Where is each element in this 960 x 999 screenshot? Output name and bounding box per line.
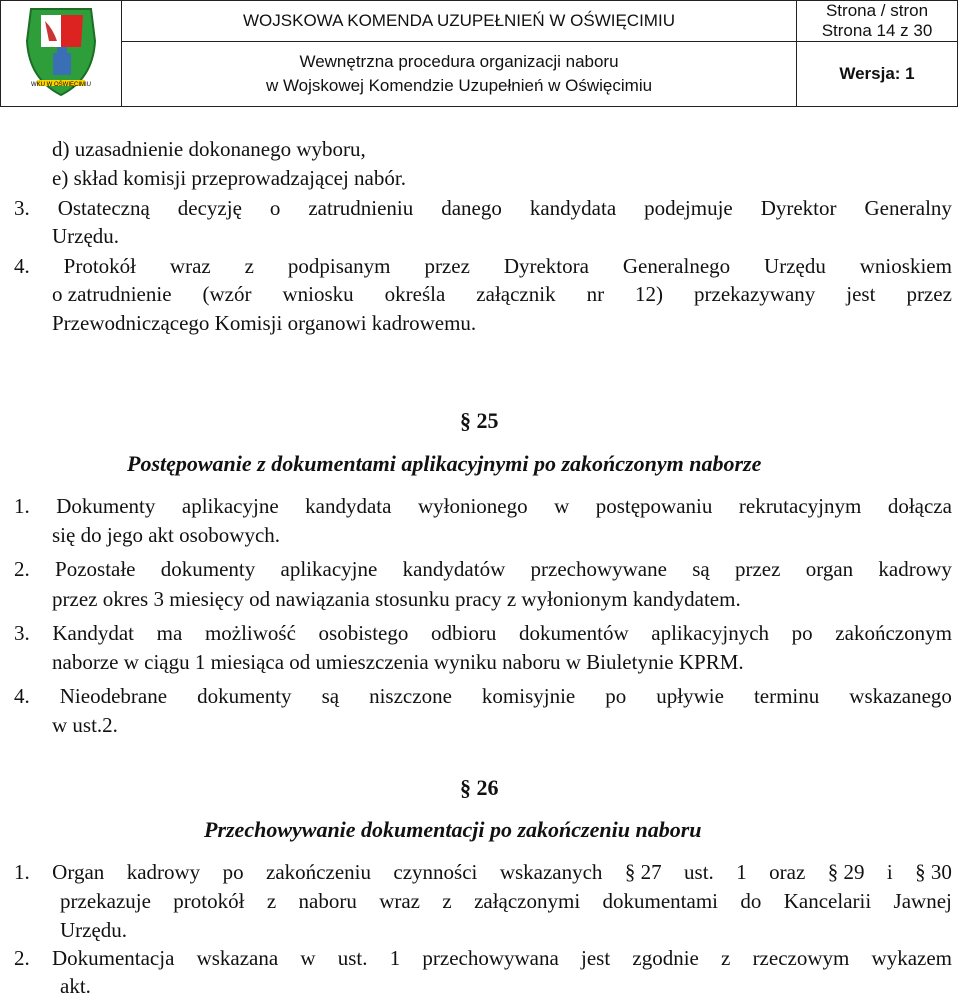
word: 3.	[14, 196, 30, 220]
word: przez	[424, 254, 470, 278]
page-label: Strona / stron	[825, 1, 929, 20]
word: nr	[586, 282, 605, 306]
word: Dokumentacja	[51, 946, 175, 970]
word: podpisanym	[287, 254, 391, 278]
word: o zatrudnienie	[52, 282, 172, 306]
word: 1.	[14, 860, 30, 884]
word: Dyrektor	[760, 196, 837, 220]
procedure-cell	[122, 42, 797, 107]
word: terminu	[753, 684, 820, 708]
word: załącznik	[476, 282, 556, 306]
s25-item2-line2: przez okres 3 miesięcy od nawiązania stosunku pracy z wyłonionym kandydatem.	[52, 587, 741, 611]
word: Ostateczną	[57, 196, 150, 220]
s26-item1-line3: Urzędu.	[60, 918, 128, 942]
word: Urzędu	[764, 254, 826, 278]
word: danego	[441, 196, 502, 220]
word: zatrudnieniu	[308, 196, 414, 220]
s25-item3-line2: naborze w ciągu 1 miesiąca od umieszczenia wyniku naboru w Biuletynie KPRM.	[52, 650, 744, 674]
word: kadrowy	[126, 860, 201, 884]
paragraph-3-line2: Urzędu.	[52, 224, 120, 248]
word: do	[740, 889, 762, 913]
s26-item1-line1	[14, 860, 952, 885]
word: wskazana	[196, 946, 279, 970]
word: 12)	[635, 282, 664, 306]
page-number: Strona 14 z 30	[821, 21, 933, 40]
paragraph-4-line2	[52, 282, 952, 307]
word: zakończeniu	[266, 860, 371, 884]
logo-cell	[1, 1, 122, 107]
word: decyzję	[177, 196, 242, 220]
word: dokumenty	[197, 684, 292, 708]
word: niszczone	[369, 684, 452, 708]
word: z	[244, 254, 254, 278]
word: oraz	[769, 860, 806, 884]
word: dokumentami	[602, 889, 719, 913]
word: przekazywany	[694, 282, 816, 306]
word: aplikacyjnych	[651, 621, 770, 645]
section-26-number: § 26	[460, 775, 499, 800]
word: po	[791, 621, 813, 645]
word: załączonymi	[474, 889, 581, 913]
s26-item2-line2: akt.	[60, 974, 91, 998]
word: zgodnie	[632, 946, 699, 970]
word: czynności	[393, 860, 478, 884]
word: wskazanych	[499, 860, 603, 884]
version-cell	[797, 42, 958, 107]
word: 1.	[14, 494, 30, 518]
word: w	[554, 494, 570, 518]
word: Protokół	[63, 254, 136, 278]
word: wskazanego	[849, 684, 952, 708]
word: 4.	[14, 254, 30, 278]
paragraph-3-line1	[14, 196, 952, 221]
institution-cell	[122, 1, 797, 42]
s25-item3-line1	[14, 621, 952, 646]
word: określa	[384, 282, 446, 306]
word: przez	[906, 282, 952, 306]
word: § 29	[827, 860, 865, 884]
word: kandydatów	[402, 557, 506, 581]
word: Kandydat	[52, 621, 135, 645]
section-25-title: Postępowanie z dokumentami aplikacyjnymi po zakończonym naborze	[127, 451, 762, 476]
word: rekrutacyjnym	[738, 494, 862, 518]
word: 2.	[14, 557, 30, 581]
word: rzeczowym	[752, 946, 850, 970]
word: jest	[846, 282, 876, 306]
paragraph-4-line3: Przewodniczącego Komisji organowi kadrowemu.	[52, 311, 477, 335]
word: kandydata	[305, 494, 392, 518]
word: wraz	[379, 889, 421, 913]
word: aplikacyjne	[181, 494, 279, 518]
word: 2.	[14, 946, 30, 970]
list-item: d) uzasadnienie dokonanego wyboru,	[52, 137, 366, 161]
word: Generalnego	[622, 254, 731, 278]
word: Dokumenty	[56, 494, 156, 518]
list-item: e) skład komisji przeprowadzającej nabór.	[52, 166, 406, 190]
word: przez	[734, 557, 781, 581]
word: wykazem	[871, 946, 952, 970]
s26-item2-line1	[14, 946, 952, 971]
word: 4.	[14, 684, 30, 708]
s26-item1-line2	[60, 889, 952, 914]
word: kandydata	[529, 196, 617, 220]
word: dołącza	[887, 494, 952, 518]
word: Nieodebrane	[59, 684, 168, 708]
word: są	[321, 684, 340, 708]
word: § 30	[915, 860, 952, 884]
page-cell	[797, 1, 958, 42]
word: (wzór	[202, 282, 252, 306]
word: protokół	[173, 889, 245, 913]
word: § 27	[624, 860, 662, 884]
word: dokumentów	[518, 621, 629, 645]
word: dokumenty	[160, 557, 256, 581]
word: wnioskiem	[859, 254, 952, 278]
word: Organ	[52, 860, 105, 884]
section-25-number: § 25	[460, 408, 499, 433]
word: zakończonym	[835, 621, 952, 645]
word: o	[269, 196, 281, 220]
word: osobistego	[318, 621, 409, 645]
word: Pozostałe	[55, 557, 136, 581]
word: jest	[581, 946, 611, 970]
word: Jawnej	[893, 889, 952, 913]
word: w	[300, 946, 316, 970]
word: aplikacyjne	[280, 557, 378, 581]
word: przechowywana	[422, 946, 559, 970]
word: kadrowy	[878, 557, 952, 581]
logo-text: WKU W OŚWIĘCIMIU	[31, 82, 91, 88]
word: po	[605, 684, 627, 708]
word: przechowywane	[530, 557, 667, 581]
paragraph-4-line1	[14, 254, 952, 279]
procedure-title-line2: w Wojskowej Komendzie Uzupełnień w Oświęcimiu	[265, 76, 653, 95]
word: z	[442, 889, 452, 913]
word: po	[222, 860, 244, 884]
s25-item1-line2: się do jego akt osobowych.	[52, 523, 281, 547]
word: podejmuje	[644, 196, 733, 220]
word: komisyjnie	[481, 684, 576, 708]
version-label: Wersja: 1	[839, 64, 915, 83]
word: upływie	[656, 684, 724, 708]
word: ust.	[684, 860, 714, 884]
word: wraz	[169, 254, 211, 278]
word: przekazuje	[60, 889, 151, 913]
document-header	[0, 0, 960, 108]
word: ma	[156, 621, 183, 645]
word: 3.	[14, 621, 30, 645]
word: postępowaniu	[595, 494, 713, 518]
word: wyłonionego	[417, 494, 528, 518]
s25-item4-line1	[14, 684, 952, 709]
word: 1	[736, 860, 747, 884]
word: Generalny	[864, 196, 952, 220]
word: z	[266, 889, 277, 913]
wku-emblem-logo	[1, 1, 121, 101]
word: są	[692, 557, 710, 581]
procedure-title-line1: Wewnętrzna procedura organizacji naboru	[299, 52, 619, 71]
word: z	[721, 946, 731, 970]
word: Dyrektora	[503, 254, 589, 278]
s25-item1-line1	[14, 494, 952, 519]
word: organ	[805, 557, 854, 581]
word: i	[886, 860, 893, 884]
word: naboru	[298, 889, 357, 913]
section-26-title: Przechowywanie dokumentacji po zakończeniu naboru	[204, 817, 702, 842]
word: 1	[389, 946, 401, 970]
word: odbioru	[431, 621, 497, 645]
s25-item4-line2: w ust.2.	[52, 713, 118, 737]
word: możliwość	[204, 621, 296, 645]
s25-item2-line1	[14, 557, 952, 582]
word: wniosku	[282, 282, 354, 306]
word: ust.	[337, 946, 368, 970]
institution-name: WOJSKOWA KOMENDA UZUPEŁNIEŃ W OŚWIĘCIMIU	[243, 11, 675, 30]
word: Kancelarii	[783, 889, 872, 913]
